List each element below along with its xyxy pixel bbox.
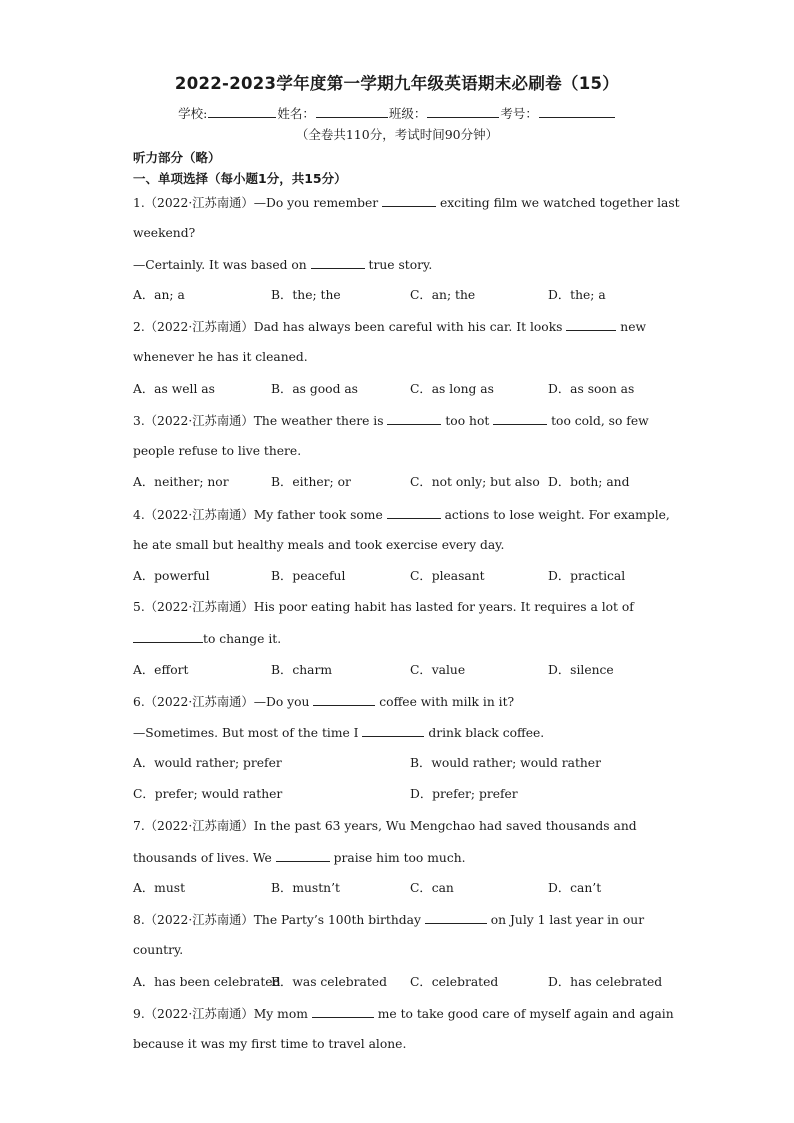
question-4-option-a[interactable]: A．powerful	[133, 569, 210, 583]
question-3-line-1: 3.（2022·江苏南通）The weather there is too hot too cold, so few	[133, 414, 649, 428]
question-3-option-c[interactable]: C．not only; but also	[410, 475, 540, 489]
question-8-line-1: 8.（2022·江苏南通）The Party’s 100th birthday on July 1 last year in our	[133, 913, 645, 927]
question-7-option-c[interactable]: C．can	[410, 881, 454, 895]
question-3-option-b[interactable]: B．either; or	[271, 475, 351, 489]
question-6-line-2: —Sometimes. But most of the time I drink black coffee.	[133, 726, 545, 740]
question-2-option-d[interactable]: D．as soon as	[548, 382, 635, 396]
question-1-line-3: —Certainly. It was based on true story.	[133, 258, 433, 272]
question-9-line-2: because it was my first time to travel alone.	[133, 1037, 407, 1051]
question-8-option-d[interactable]: D．has celebrated	[548, 975, 663, 989]
question-4-option-d[interactable]: D．practical	[548, 569, 626, 583]
question-3-line-2: people refuse to live there.	[133, 444, 302, 458]
school-label: 学校:	[178, 106, 208, 121]
name-blank[interactable]	[316, 105, 388, 118]
question-5-option-c[interactable]: C．value	[410, 663, 466, 677]
question-1-option-a[interactable]: A．an; a	[133, 288, 185, 302]
answer-blank[interactable]	[425, 911, 487, 924]
answer-blank[interactable]	[311, 256, 365, 269]
question-6-option-c[interactable]: C．prefer; would rather	[133, 787, 283, 801]
page-title: 2022-2023学年度第一学期九年级英语期末必刷卷（15）	[174, 74, 620, 93]
question-6-option-b[interactable]: B．would rather; would rather	[410, 756, 601, 770]
question-2-line-2: whenever he has it cleaned.	[133, 350, 308, 364]
question-4-line-1: 4.（2022·江苏南通）My father took some actions to lose weight. For example,	[133, 508, 670, 522]
question-4-line-2: he ate small but healthy meals and took exercise every day.	[133, 538, 505, 552]
question-6-option-d[interactable]: D．prefer; prefer	[410, 787, 518, 801]
question-1-option-b[interactable]: B．the; the	[271, 288, 341, 302]
question-7-option-b[interactable]: B．mustn’t	[271, 881, 340, 895]
question-2-line-1: 2.（2022·江苏南通）Dad has always been careful with his car. It looks new	[133, 320, 647, 334]
question-9-line-1: 9.（2022·江苏南通）My mom me to take good care of myself again and again	[133, 1007, 674, 1021]
exam-no-blank[interactable]	[539, 105, 615, 118]
answer-blank[interactable]	[362, 724, 424, 737]
answer-blank[interactable]	[133, 630, 203, 643]
question-8-line-2: country.	[133, 943, 184, 957]
question-5-option-a[interactable]: A．effort	[133, 663, 189, 677]
question-5-option-d[interactable]: D．silence	[548, 663, 614, 677]
exam-note: （全卷共110分，考试时间90分钟）	[295, 127, 499, 142]
answer-blank[interactable]	[387, 506, 441, 519]
question-8-option-c[interactable]: C．celebrated	[410, 975, 499, 989]
question-5-line-2: to change it.	[133, 630, 281, 647]
name-label: 姓名：	[277, 106, 315, 121]
exam-no-label: 考号：	[500, 106, 538, 121]
student-info-row	[0, 104, 794, 122]
section-single-choice: 一、单项选择（每小题1分，共15分）	[133, 171, 347, 186]
question-6-option-a[interactable]: A．would rather; prefer	[133, 756, 282, 770]
question-3-option-d[interactable]: D．both; and	[548, 475, 630, 489]
question-6-line-1: 6.（2022·江苏南通）—Do you coffee with milk in it?	[133, 695, 515, 709]
answer-blank[interactable]	[312, 1005, 374, 1018]
question-8-option-a[interactable]: A．has been celebrated	[133, 975, 281, 989]
question-4-option-c[interactable]: C．pleasant	[410, 569, 485, 583]
answer-blank[interactable]	[313, 693, 375, 706]
question-3-option-a[interactable]: A．neither; nor	[133, 475, 229, 489]
answer-blank[interactable]	[493, 412, 547, 425]
question-2-option-a[interactable]: A．as well as	[133, 382, 215, 396]
question-1-option-d[interactable]: D．the; a	[548, 288, 606, 302]
school-blank[interactable]	[208, 105, 276, 118]
answer-blank[interactable]	[276, 849, 330, 862]
question-4-option-b[interactable]: B．peaceful	[271, 569, 346, 583]
question-7-option-a[interactable]: A．must	[133, 881, 186, 895]
question-8-option-b[interactable]: B．was celebrated	[271, 975, 387, 989]
question-7-line-2: thousands of lives. We praise him too much.	[133, 851, 466, 865]
question-1-option-c[interactable]: C．an; the	[410, 288, 476, 302]
question-5-option-b[interactable]: B．charm	[271, 663, 333, 677]
question-7-option-d[interactable]: D．can’t	[548, 881, 602, 895]
question-5-line-1: 5.（2022·江苏南通）His poor eating habit has lasted for years. It requires a lot of	[133, 600, 634, 614]
class-blank[interactable]	[427, 105, 499, 118]
answer-blank[interactable]	[566, 318, 616, 331]
answer-blank[interactable]	[387, 412, 441, 425]
question-1-line-1: 1.（2022·江苏南通）—Do you remember exciting film we watched together last	[133, 196, 680, 210]
class-label: 班级：	[388, 106, 427, 121]
question-2-option-c[interactable]: C．as long as	[410, 382, 494, 396]
section-listening: 听力部分（略）	[133, 150, 221, 165]
question-1-line-2: weekend?	[133, 226, 196, 240]
question-7-line-1: 7.（2022·江苏南通）In the past 63 years, Wu Mengchao had saved thousands and	[133, 819, 637, 833]
question-2-option-b[interactable]: B．as good as	[271, 382, 358, 396]
answer-blank[interactable]	[382, 194, 436, 207]
